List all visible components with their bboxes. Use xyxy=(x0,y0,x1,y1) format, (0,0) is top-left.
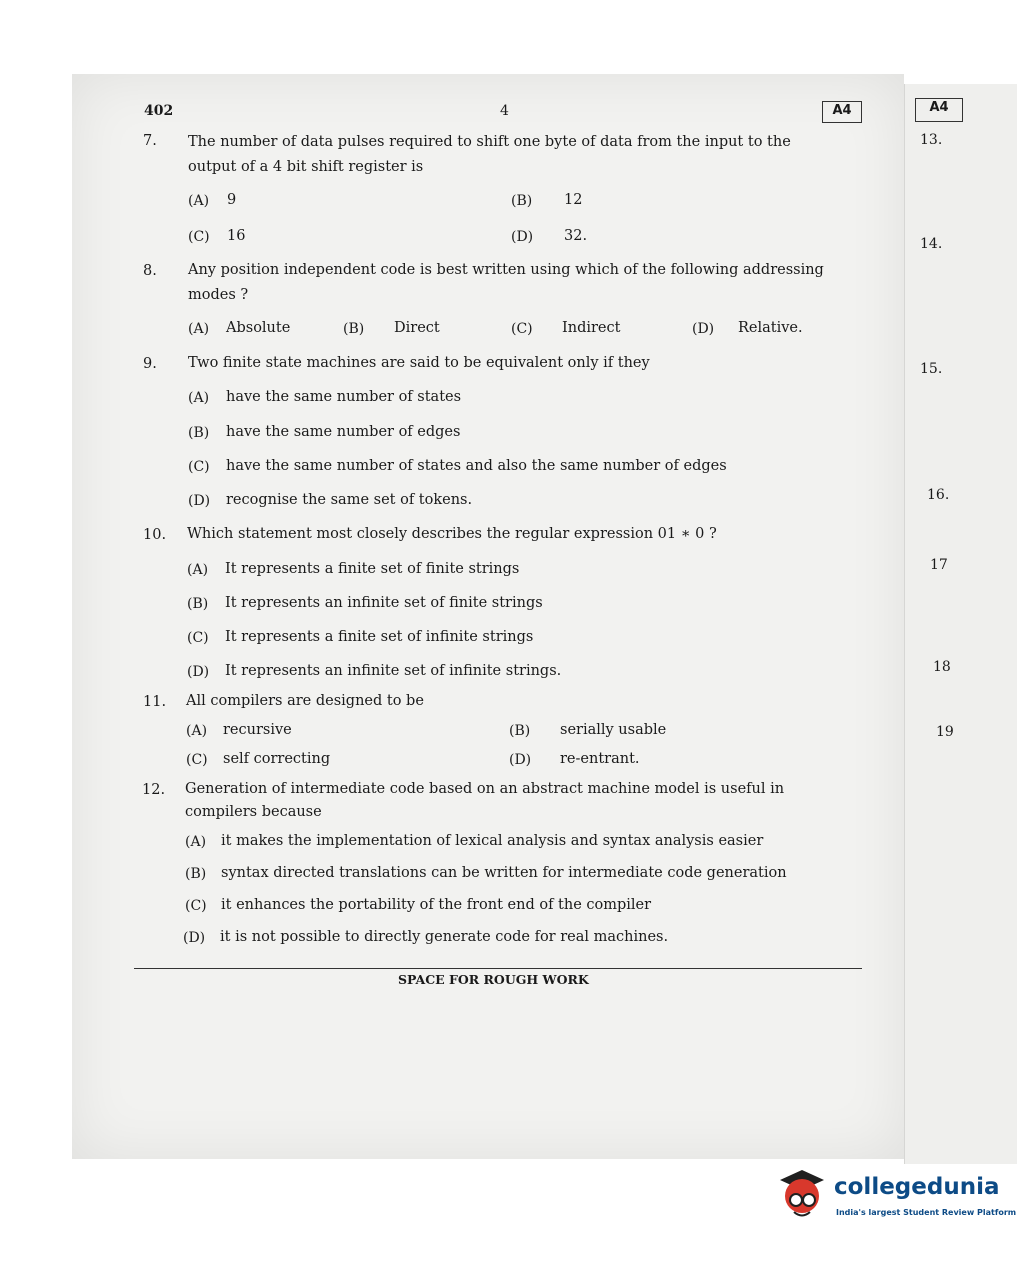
option-text: it is not possible to directly generate code for real machines. xyxy=(220,929,669,945)
question-text: Two finite state machines are said to be equivalent only if they xyxy=(188,355,650,371)
option-label: (B) xyxy=(187,596,209,612)
option-label: (D) xyxy=(187,664,210,680)
question-text: All compilers are designed to be xyxy=(186,693,424,709)
option-text: 12 xyxy=(564,192,583,208)
option-text: It represents an infinite set of finite strings xyxy=(225,595,543,611)
option-label: (C) xyxy=(186,752,208,768)
option-label: (A) xyxy=(186,723,208,739)
page-number: 4 xyxy=(500,103,509,119)
question-text: Which statement most closely describes the regular expression 01 ∗ 0 ? xyxy=(187,526,717,542)
option-label: (B) xyxy=(511,193,533,209)
option-label: (A) xyxy=(188,193,210,209)
question-number: 9. xyxy=(143,356,157,372)
option-label: (D) xyxy=(188,493,211,509)
option-text: have the same number of edges xyxy=(226,424,461,440)
question-text: The number of data pulses required to shift one byte of data from the input to the xyxy=(188,134,791,150)
series-box: A4 xyxy=(822,101,862,123)
option-text: It represents a finite set of infinite strings xyxy=(225,629,534,645)
option-label: (B) xyxy=(188,425,210,441)
question-text: Generation of intermediate code based on an abstract machine model is useful in xyxy=(185,781,785,797)
option-label: (D) xyxy=(511,229,534,245)
option-text: It represents an infinite set of infinite strings. xyxy=(225,663,562,679)
right-strip-number: 17 xyxy=(930,557,948,573)
option-label: (A) xyxy=(187,562,209,578)
option-text: have the same number of states xyxy=(226,389,462,405)
option-label: (D) xyxy=(692,321,715,337)
option-label: (B) xyxy=(343,321,365,337)
option-text: It represents a finite set of finite strings xyxy=(225,561,520,577)
option-text: 9 xyxy=(227,192,237,208)
option-label: (D) xyxy=(183,930,206,946)
option-text: Relative. xyxy=(738,320,803,336)
question-number: 7. xyxy=(143,133,157,149)
option-text: self correcting xyxy=(223,751,331,767)
option-text: have the same number of states and also the same number of edges xyxy=(226,458,727,474)
paper-code: 402 xyxy=(144,103,174,119)
option-text: Direct xyxy=(394,320,440,336)
option-label: (A) xyxy=(185,834,207,850)
option-label: (C) xyxy=(185,898,207,914)
question-number: 11. xyxy=(143,694,167,710)
question-text: output of a 4 bit shift register is xyxy=(188,159,424,175)
option-label: (C) xyxy=(511,321,533,337)
option-label: (D) xyxy=(509,752,532,768)
brand-name: collegedunia xyxy=(834,1174,1000,1200)
option-text: syntax directed translations can be written for intermediate code generation xyxy=(221,865,787,881)
option-text: recursive xyxy=(223,722,292,738)
question-text: Any position independent code is best written using which of the following addressing xyxy=(188,262,824,278)
right-strip-number: 19 xyxy=(936,724,954,740)
option-text: recognise the same set of tokens. xyxy=(226,492,473,508)
right-strip-number: 16. xyxy=(927,487,950,503)
option-label: (B) xyxy=(185,866,207,882)
question-number: 8. xyxy=(143,263,157,279)
brand-tagline: India's largest Student Review Platform xyxy=(836,1208,1017,1217)
option-text: it makes the implementation of lexical analysis and syntax analysis easier xyxy=(221,833,764,849)
option-text: Absolute xyxy=(226,320,291,336)
graduate-mascot-icon xyxy=(780,1170,824,1216)
question-text: modes ? xyxy=(188,287,249,303)
right-strip-number: 18 xyxy=(933,659,951,675)
option-label: (A) xyxy=(188,321,210,337)
question-number: 10. xyxy=(143,527,167,543)
option-text: it enhances the portability of the front end of the compiler xyxy=(221,897,652,913)
rough-work-label: SPACE FOR ROUGH WORK xyxy=(398,972,589,987)
option-label: (A) xyxy=(188,390,210,406)
option-text: 32. xyxy=(564,228,588,244)
right-strip-number: 14. xyxy=(920,236,943,252)
right-strip-number: 15. xyxy=(920,361,943,377)
option-text: serially usable xyxy=(560,722,667,738)
series-box-right: A4 xyxy=(915,98,963,122)
right-strip-number: 13. xyxy=(920,132,943,148)
option-label: (C) xyxy=(187,630,209,646)
option-label: (B) xyxy=(509,723,531,739)
rough-work-divider xyxy=(134,968,862,969)
option-text: Indirect xyxy=(562,320,621,336)
question-text: compilers because xyxy=(185,804,322,820)
option-label: (C) xyxy=(188,229,210,245)
option-label: (C) xyxy=(188,459,210,475)
question-number: 12. xyxy=(142,782,166,798)
option-text: re-entrant. xyxy=(560,751,640,767)
option-text: 16 xyxy=(227,228,246,244)
